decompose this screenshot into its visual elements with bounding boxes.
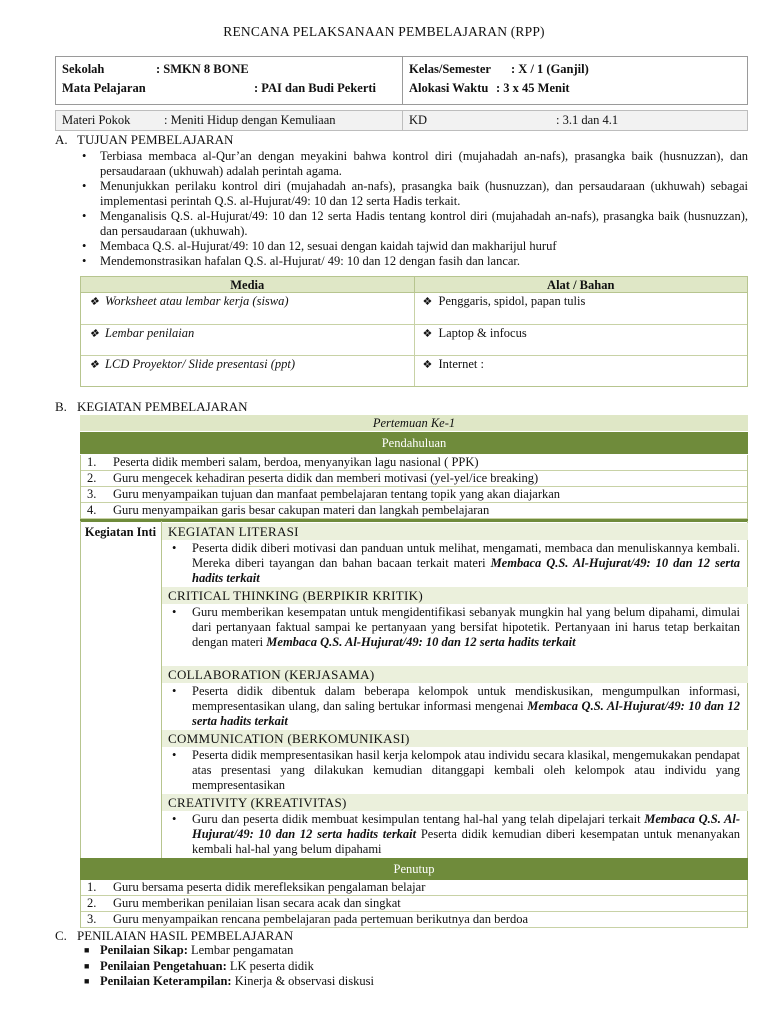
alokasi-value: : 3 x 45 Menit [496,81,570,95]
diamond-bullet-icon: ❖ [89,328,99,340]
communication-item: • Peserta didik mempresentasikan hasil kerja kelompok atau individu secara klasikal, mengemukakan pendapat atas presentasi yang dilakukan kemudian ditanggapi kembali oleh kelompok atau individu yang mempresentasikan [162,748,748,793]
media-row [81,324,747,355]
collaboration-list [162,684,748,729]
sekolah-value: : SMKN 8 BONE [156,62,249,76]
critical-list [162,605,748,650]
kd-value: : 3.1 dan 4.1 [556,113,619,127]
mapel-label: Mata Pelajaran [62,81,146,95]
critical-heading: CRITICAL THINKING (BERPIKIR KRITIK) [162,587,748,604]
section-c-heading [55,928,293,943]
section-c-letter: C. [55,928,67,943]
list-item: 1. Guru bersama peserta didik merefleksikan pengalaman belajar [81,880,747,896]
header-divider [402,57,403,104]
penutup-heading: Penutup [80,858,748,880]
diamond-bullet-icon: ❖ [422,328,433,340]
kelas-value: : X / 1 (Ganjil) [511,62,589,76]
alat-cell: ❖ Penggaris, spidol, papan tulis [414,293,748,324]
diamond-bullet-icon: ❖ [89,359,99,371]
list-item: 2. Guru mengecek kehadiran peserta didik dan memberi motivasi (yel-yel/ice breaking) [81,471,747,487]
list-item: 3. Guru menyampaikan tujuan dan manfaat pembelajaran tentang topik yang akan diajarkan [81,487,747,503]
section-b-letter: B. [55,399,67,414]
creativity-list [162,812,748,857]
alat-cell: ❖ Laptop & infocus [414,325,748,355]
media-cell: ❖ Lembar penilaian [89,326,195,340]
sekolah-label: Sekolah [62,62,105,76]
literasi-heading: KEGIATAN LITERASI [162,523,748,540]
alat-cell: ❖ Internet : [414,356,748,386]
pertemuan-heading: Pertemuan Ke-1 [80,415,748,431]
critical-item: • Guru memberikan kesempatan untuk mengidentifikasi sebanyak mungkin hal yang belum dipahami, dimulai dari pertanyaan faktual sampai ke pertanyaan yang bersifat hipotetik. Pertanyaan ini harus tetap berkaitan dengan materi Membaca Q.S. Al-Hujurat/49: 10 dan 12 serta hadits terkait [162,605,748,650]
section-a-heading [55,132,233,147]
kegiatan-inti-label: Kegiatan Inti [84,525,157,539]
materi-label: Materi Pokok [62,113,131,127]
communication-list [162,748,748,793]
diamond-bullet-icon: ❖ [422,296,433,308]
penilaian-item: ■ Penilaian Sikap: Lembar pengamatan [80,943,748,959]
media-cell: ❖ LCD Proyektor/ Slide presentasi (ppt) [89,357,296,371]
section-a-letter: A. [55,132,68,147]
tujuan-item: • Menunjukkan perilaku kontrol diri (mujahadah an-nafs), prasangka baik (husnuzzan), dan persaudaraan (ukhuwah) sebagai implementasi perintah Q.S. al-Hujurat/49: 10 dan 12 serta Hadis terkait. [76,179,748,209]
literasi-item: • Peserta didik diberi motivasi dan panduan untuk melihat, mengamati, membaca dan menuliskannya kembali. Mereka diberi tayangan dan bahan bacaan terkait materi Membaca Q.S. Al-Hujurat/49: 10 dan 12 serta hadits terkait [162,541,748,586]
penilaian-item: ■ Penilaian Keterampilan: Kinerja & observasi diskusi [80,974,748,990]
collaboration-heading: COLLABORATION (KERJASAMA) [162,666,748,683]
materi-table [55,110,748,131]
media-table-header [81,277,747,293]
pendahuluan-list [80,455,748,519]
list-item: 4. Guru menyampaikan garis besar cakupan materi dan langkah pembelajaran [81,503,747,519]
list-item: 3. Guru menyampaikan rencana pembelajaran pada pertemuan berikutnya dan berdoa [81,912,747,928]
media-table [80,276,748,387]
tujuan-list [76,149,748,269]
identity-table [55,56,748,105]
list-item: 2. Guru memberikan penilaian lisan secara acak dan singkat [81,896,747,912]
mapel-value: : PAI dan Budi Pekerti [254,81,376,95]
section-c-title: PENILAIAN HASIL PEMBELAJARAN [77,928,294,943]
section-b-title: KEGIATAN PEMBELAJARAN [77,399,248,414]
kd-label: KD [409,113,428,127]
diamond-bullet-icon: ❖ [422,359,433,371]
tujuan-item: • Terbiasa membaca al-Qur’an dengan meyakini bahwa kontrol diri (mujahadah an-nafs), prasangka baik (husnuzzan), dan persaudaraan (ukhuwah) adalah perintah agama. [76,149,748,179]
collaboration-item: • Peserta didik dibentuk dalam beberapa kelompok untuk mendiskusikan, mengumpulkan informasi, mempresentasikan ulang, dan saling bertukar informasi mengenai Membaca Q.S. Al-Hujurat/49: 10 dan 12 serta hadits terkait [162,684,748,729]
communication-heading: COMMUNICATION (BERKOMUNIKASI) [162,730,748,747]
media-row [81,293,747,324]
alokasi-label: Alokasi Waktu [409,81,489,95]
kelas-label: Kelas/Semester [409,62,491,76]
list-item: 1. Peserta didik memberi salam, berdoa, menyanyikan lagu nasional ( PPK) [81,455,747,471]
document-title: RENCANA PELAKSANAAN PEMBELAJARAN (RPP) [223,24,545,39]
diamond-bullet-icon: ❖ [89,296,99,308]
literasi-list [162,541,748,586]
media-column-header: Media [230,278,265,292]
pendahuluan-heading: Pendahuluan [80,432,748,454]
creativity-heading: CREATIVITY (KREATIVITAS) [162,794,748,811]
penilaian-list [80,943,748,990]
section-a-title: TUJUAN PEMBELAJARAN [77,132,234,147]
penilaian-item: ■ Penilaian Pengetahuan: LK peserta didik [80,959,748,975]
penutup-list [80,880,748,928]
alat-column-header: Alat / Bahan [414,277,748,292]
creativity-item: • Guru dan peserta didik membuat kesimpulan tentang hal-hal yang telah dipelajari terkait Membaca Q.S. Al-Hujurat/49: 10 dan 12 serta hadits terkait Peserta didik kemudian diberi kesempatan untuk menanyakan kembali hal-hal yang belum dipahami [162,812,748,857]
tujuan-item: • Membaca Q.S. al-Hujurat/49: 10 dan 12, sesuai dengan kaidah tajwid dan makharijul huruf [76,239,748,254]
media-row [81,355,747,386]
tujuan-item: • Menganalisis Q.S. al-Hujurat/49: 10 dan 12 serta Hadis tentang kontrol diri (mujahadah an-nafs), prasangka baik (husnuzzan), dan persaudaraan (ukhuwah). [76,209,748,239]
tujuan-item: • Mendemonstrasikan hafalan Q.S. al-Hujurat/ 49: 10 dan 12 dengan fasih dan lancar. [76,254,748,269]
media-cell: ❖ Worksheet atau lembar kerja (siswa) [89,294,289,308]
section-b-heading [55,399,248,414]
materi-divider [402,111,403,130]
materi-value: : Meniti Hidup dengan Kemuliaan [164,113,336,127]
